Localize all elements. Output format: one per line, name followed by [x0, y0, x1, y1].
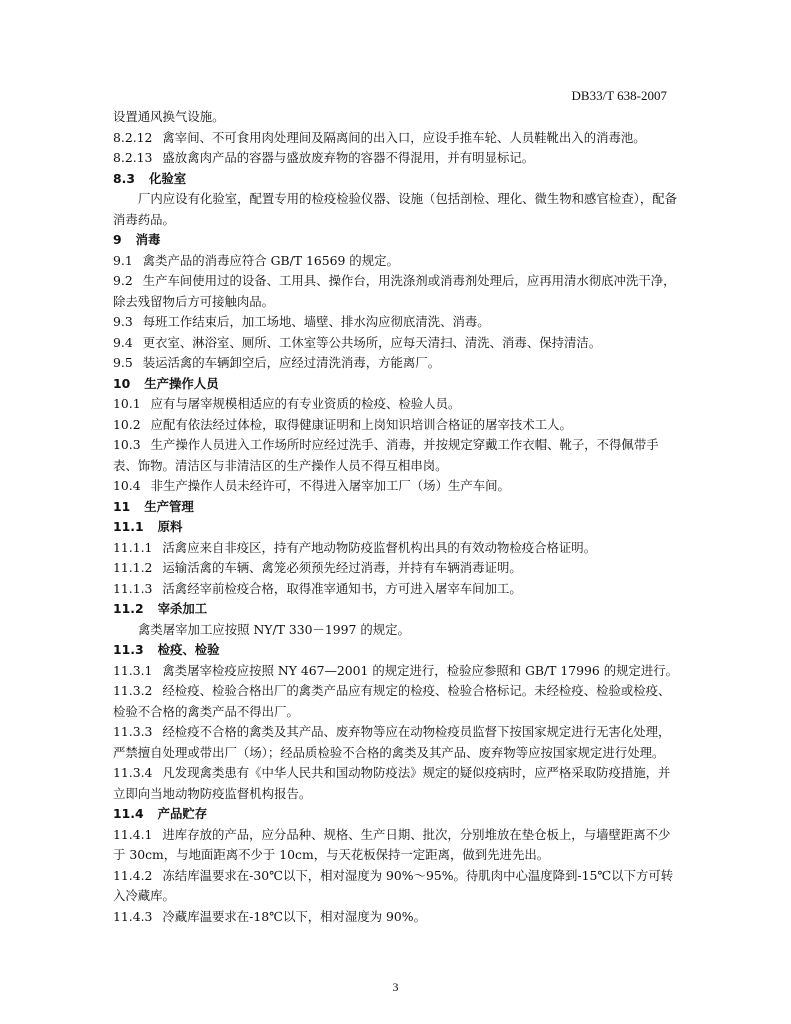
clause-number: 10.2 — [113, 416, 141, 432]
clause-number: 8.3 — [113, 170, 135, 186]
clause-text: 应配有依法经过体检，取得健康证明和上岗知识培训合格证的屠宰技术工人。 — [150, 416, 572, 432]
clause-text: 消毒 — [135, 232, 161, 247]
clause-text: 产品贮存 — [157, 806, 208, 821]
clause-text: 运输活禽的车辆、禽笼必须预先经过消毒，并持有车辆消毒证明。 — [162, 560, 522, 575]
clause-text: 装运活禽的车辆卸空后，应经过清洗消毒，方能离厂。 — [142, 355, 441, 370]
clause-text: 非生产操作人员未经许可，不得进入屠宰加工厂（场）生产车间。 — [150, 478, 510, 493]
page-body — [113, 107, 680, 927]
clause-text: 冻结库温要求在-30℃以下，相对湿度为 90%～95%。待肌肉中心温度降到-15℃以下方可转入冷藏库。 — [113, 867, 674, 903]
clause-number: 11.2 — [113, 601, 144, 616]
section-heading — [113, 517, 680, 538]
clause-number: 11.1.3 — [113, 580, 153, 596]
clause-number: 8.2.13 — [113, 150, 153, 165]
page-number: 3 — [392, 980, 399, 994]
clause-paragraph — [113, 476, 680, 497]
clause-text: 生产操作人员进入工作场所时应经过洗手、消毒，并按规定穿戴工作衣帽、靴子，不得佩带手表、饰物。清洁区与非清洁区的生产操作人员不得互相串岗。 — [113, 437, 659, 473]
clause-text: 检疫、检验 — [157, 642, 220, 657]
section-heading — [113, 497, 680, 518]
clause-number: 11.3.2 — [113, 683, 153, 698]
clause-number: 10.1 — [113, 396, 141, 411]
clause-paragraph — [113, 128, 680, 149]
clause-paragraph — [113, 333, 680, 354]
clause-text: 冷藏库温要求在-18℃以下，相对湿度为 90%。 — [162, 908, 426, 924]
clause-number: 11.4.3 — [113, 908, 153, 924]
clause-paragraph — [113, 907, 680, 928]
body-paragraph — [113, 189, 680, 230]
clause-paragraph — [113, 661, 680, 682]
clause-paragraph — [113, 148, 680, 169]
clause-paragraph — [113, 579, 680, 600]
clause-paragraph — [113, 763, 680, 804]
clause-text: 进库存放的产品，应分品种、规格、生产日期、批次，分别堆放在垫仓板上，与墙壁距离不少于 30cm，与地面距离不少于 10cm，与天花板保持一定距离，做到先进先出。 — [113, 826, 671, 862]
clause-text: 宰杀加工 — [157, 601, 208, 616]
clause-text: 更衣室、淋浴室、厕所、工休室等公共场所，应每天清扫、清洗、消毒、保持清洁。 — [142, 334, 602, 350]
clause-text: 生产车间使用过的设备、工用具、操作台，用洗涤剂或消毒剂处理后，应再用清水彻底冲洗干净，除去残留物后方可接触肉品。 — [113, 273, 676, 309]
clause-text: 经检疫不合格的禽类及其产品、废弃物等应在动物检疫员监督下按国家规定进行无害化处理，严禁擅自处理或带出厂（场）；经品质检验不合格的禽类及其产品、废弃物等应按国家规定进行处理。 — [113, 724, 671, 760]
clause-paragraph — [113, 558, 680, 579]
clause-number: 11.1.2 — [113, 560, 153, 575]
clause-text: 盛放禽肉产品的容器与盛放废弃物的容器不得混用，并有明显标记。 — [162, 150, 535, 165]
section-heading — [113, 640, 680, 661]
section-heading — [113, 230, 680, 251]
clause-number: 11.4 — [113, 806, 144, 821]
clause-paragraph — [113, 866, 680, 907]
clause-text: 每班工作结束后，加工场地、墙壁、排水沟应彻底清洗、消毒。 — [142, 314, 490, 329]
clause-number: 9.3 — [113, 314, 133, 329]
clause-number: 9.1 — [113, 252, 133, 268]
clause-text: 原料 — [157, 519, 183, 534]
clause-paragraph — [113, 825, 680, 866]
clause-number: 11.4.1 — [113, 826, 153, 842]
clause-text: 禽类屠宰检疫应按照 NY 467—2001 的规定进行，检验应参照和 GB/T 17996 的规定进行。 — [162, 662, 679, 678]
clause-paragraph — [113, 722, 680, 763]
clause-paragraph — [113, 251, 680, 272]
section-heading — [113, 169, 680, 190]
clause-number: 11.3.4 — [113, 765, 153, 780]
clause-text: 设置通风换气设施。 — [113, 109, 225, 124]
clause-number: 11.1 — [113, 519, 144, 534]
clause-paragraph — [113, 353, 680, 374]
clause-text: 生产管理 — [144, 498, 194, 514]
clause-text: 化验室 — [148, 170, 187, 186]
clause-text: 禽类屠宰加工应按照 NY/T 330－1997 的规定。 — [138, 621, 410, 637]
clause-number: 11.4.2 — [113, 867, 153, 883]
clause-text: 凡发现禽类患有《中华人民共和国动物防疫法》规定的疑似疫病时，应严格采取防疫措施，并立即向当地动物防疫监督机构报告。 — [113, 765, 671, 801]
clause-paragraph — [113, 415, 680, 436]
clause-number: 10.4 — [113, 478, 141, 493]
section-heading — [113, 599, 680, 620]
clause-text: 厂内应设有化验室，配置专用的检疫检验仪器、设施（包括剖检、理化、微生物和感官检查），配备消毒药品。 — [113, 191, 677, 227]
clause-number: 11.3.1 — [113, 662, 153, 678]
clause-paragraph — [113, 681, 680, 722]
clause-text: 禽宰间、不可食用肉处理间及隔离间的出入口，应设手推车轮、人员鞋靴出入的消毒池。 — [162, 129, 646, 145]
clause-number: 9.4 — [113, 334, 133, 350]
clause-paragraph — [113, 394, 680, 415]
clause-text: 应有与屠宰规模相适应的有专业资质的检疫、检验人员。 — [150, 396, 461, 411]
clause-paragraph — [113, 271, 680, 312]
clause-number: 10.3 — [113, 437, 141, 452]
clause-text: 生产操作人员 — [144, 375, 219, 391]
clause-paragraph — [113, 312, 680, 333]
body-paragraph — [113, 107, 680, 128]
clause-paragraph — [113, 538, 680, 559]
clause-number: 9 — [113, 232, 122, 247]
section-heading — [113, 804, 680, 825]
clause-text: 活禽经宰前检疫合格，取得准宰通知书，方可进入屠宰车间加工。 — [162, 580, 522, 596]
section-heading — [113, 374, 680, 395]
clause-number: 8.2.12 — [113, 129, 153, 145]
clause-number: 9.5 — [113, 355, 133, 370]
body-paragraph — [113, 620, 680, 641]
clause-number: 9.2 — [113, 273, 133, 288]
clause-number: 11.3.3 — [113, 724, 153, 739]
clause-number: 11.3 — [113, 642, 144, 657]
document-code: DB33/T 638-2007 — [571, 88, 667, 103]
clause-number: 10 — [113, 375, 131, 391]
clause-text: 经检疫、检验合格出厂的禽类产品应有规定的检疫、检验合格标记。未经检疫、检验或检疫、检验不合格的禽类产品不得出厂。 — [113, 683, 671, 719]
clause-text: 禽类产品的消毒应符合 GB/T 16569 的规定。 — [142, 252, 399, 268]
clause-text: 活禽应来自非疫区，持有产地动物防疫监督机构出具的有效动物检疫合格证明。 — [162, 539, 597, 555]
clause-number: 11.1.1 — [113, 539, 153, 555]
clause-number: 11 — [113, 498, 131, 514]
clause-paragraph — [113, 435, 680, 476]
